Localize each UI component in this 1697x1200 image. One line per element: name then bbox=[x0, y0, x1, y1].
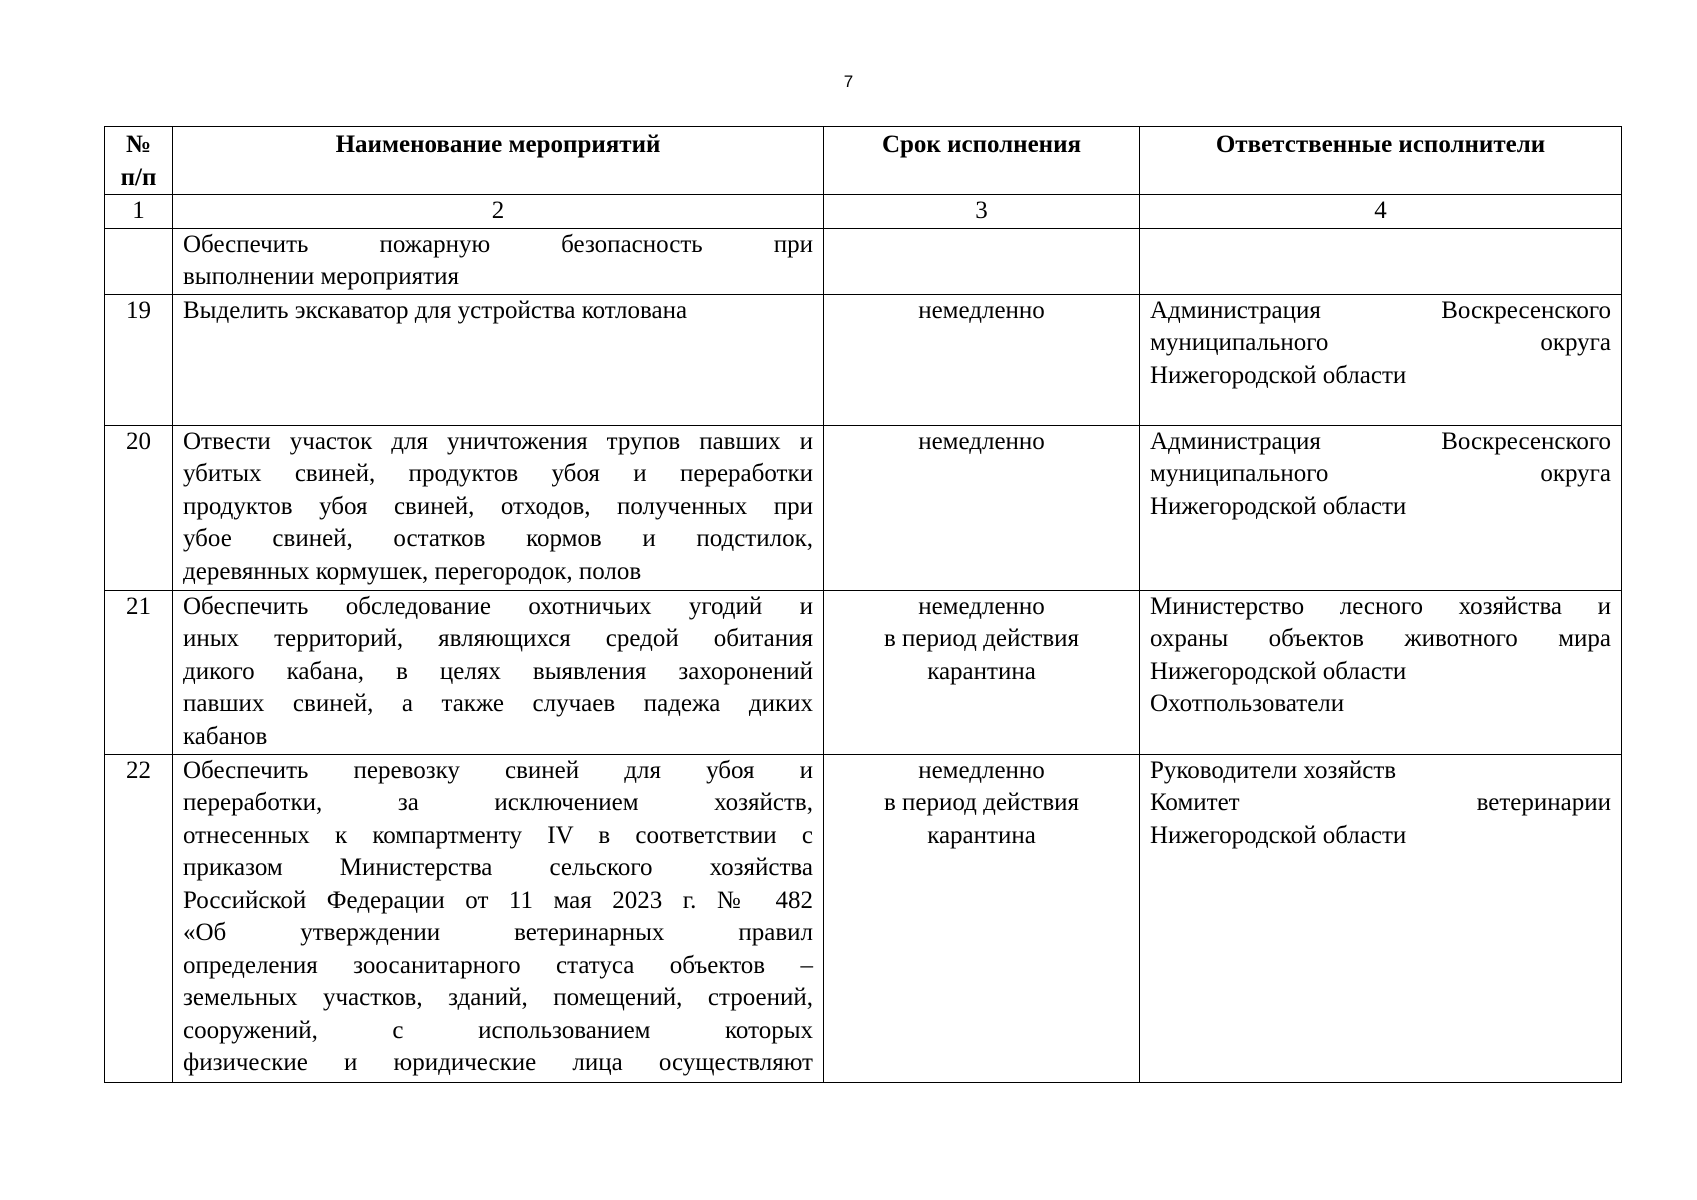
measure-name-cell bbox=[173, 425, 824, 590]
deadline-cell bbox=[824, 294, 1140, 425]
measure-name-line: продуктов убоя свиней, отходов, полученных при bbox=[183, 492, 813, 520]
column-index-2: 2 bbox=[173, 195, 824, 229]
table-row bbox=[105, 294, 1622, 425]
deadline-cell bbox=[824, 425, 1140, 590]
measure-name-line: Обеспечить обследование охотничьих угодий и bbox=[183, 592, 813, 620]
responsible-cell bbox=[1140, 294, 1622, 425]
responsible-line: муниципального округа bbox=[1150, 329, 1611, 356]
deadline-line: немедленно bbox=[918, 756, 1045, 784]
row-number: 19 bbox=[105, 294, 173, 425]
header-name: Наименование мероприятий bbox=[173, 127, 824, 195]
measure-name-line: убое свиней, остатков кормов и подстилок, bbox=[183, 525, 813, 552]
header-num bbox=[105, 127, 173, 195]
column-index-1: 1 bbox=[105, 195, 173, 229]
responsible-cell bbox=[1140, 425, 1622, 590]
measure-name-line: Российской Федерации от 11 мая 2023 г. № 482 bbox=[183, 886, 813, 914]
table-row bbox=[105, 425, 1622, 590]
measure-name-line: Обеспечить перевозку свиней для убоя и bbox=[183, 756, 813, 784]
responsible-line: Нижегородской области bbox=[1150, 657, 1407, 685]
measure-name-line: выполнении мероприятия bbox=[183, 263, 459, 290]
responsible-line: муниципального округа bbox=[1150, 460, 1611, 487]
header-num-line1: № bbox=[125, 131, 152, 158]
measure-name-line: Обеспечить пожарную безопасность при bbox=[183, 230, 813, 258]
measure-name-line: земельных участков, зданий, помещений, строений, bbox=[183, 984, 813, 1011]
deadline-line: немедленно bbox=[918, 296, 1045, 324]
deadline-line: карантина bbox=[927, 821, 1036, 849]
measure-name-line: физические и юридические лица осуществляют bbox=[183, 1049, 813, 1076]
responsible-line: Администрация Воскресенского bbox=[1150, 296, 1611, 324]
measure-name-cell bbox=[173, 590, 824, 754]
column-index-row bbox=[105, 195, 1622, 229]
responsible-line: Нижегородской области bbox=[1150, 821, 1407, 849]
row-number: 21 bbox=[105, 590, 173, 754]
row-number bbox=[105, 228, 173, 294]
table-body bbox=[105, 228, 1622, 1082]
responsible-cell bbox=[1140, 228, 1622, 294]
measure-name-line: определения зоосанитарного статуса объектов – bbox=[183, 951, 813, 979]
measure-name-line: переработки, за исключением хозяйств, bbox=[183, 789, 813, 816]
measures-table bbox=[104, 126, 1622, 1083]
measure-name-cell bbox=[173, 754, 824, 1082]
measure-name-line: дикого кабана, в целях выявления захоронений bbox=[183, 657, 813, 685]
measure-name-line: отнесенных к компартменту IV в соответствии с bbox=[183, 821, 813, 849]
responsible-line: Нижегородской области bbox=[1150, 361, 1407, 389]
header-responsible: Ответственные исполнители bbox=[1140, 127, 1622, 195]
column-index-4: 4 bbox=[1140, 195, 1622, 229]
deadline-cell bbox=[824, 590, 1140, 754]
deadline-line: карантина bbox=[927, 657, 1036, 685]
responsible-line: Министерство лесного хозяйства и bbox=[1150, 592, 1611, 620]
measure-name-line: «Об утверждении ветеринарных правил bbox=[183, 919, 813, 946]
measure-name-line: сооружений, с использованием которых bbox=[183, 1016, 813, 1044]
page-number: 7 bbox=[843, 72, 854, 91]
responsible-line: Комитет ветеринарии bbox=[1150, 789, 1611, 816]
deadline-cell bbox=[824, 228, 1140, 294]
row-number: 20 bbox=[105, 425, 173, 590]
table-row bbox=[105, 590, 1622, 754]
deadline-line: немедленно bbox=[918, 427, 1045, 455]
deadline-line: в период действия bbox=[883, 789, 1080, 816]
header-deadline: Срок исполнения bbox=[824, 127, 1140, 195]
header-num-line2: п/п bbox=[120, 163, 157, 191]
responsible-cell bbox=[1140, 590, 1622, 754]
measure-name-line: Отвести участок для уничтожения трупов павших и bbox=[183, 427, 813, 455]
header-row bbox=[105, 127, 1622, 195]
responsible-line: Нижегородской области bbox=[1150, 492, 1407, 520]
row-number: 22 bbox=[105, 754, 173, 1082]
responsible-line: Администрация Воскресенского bbox=[1150, 427, 1611, 455]
responsible-line: Руководители хозяйств bbox=[1150, 756, 1397, 784]
measure-name-line: приказом Министерства сельского хозяйства bbox=[183, 854, 813, 881]
deadline-line: в период действия bbox=[883, 625, 1080, 652]
responsible-line: Охотпользователи bbox=[1150, 690, 1345, 717]
column-index-3: 3 bbox=[824, 195, 1140, 229]
measure-name-cell bbox=[173, 228, 824, 294]
responsible-cell bbox=[1140, 754, 1622, 1082]
deadline-line: немедленно bbox=[918, 592, 1045, 620]
measure-name-line: иных территорий, являющихся средой обитания bbox=[183, 625, 813, 652]
deadline-cell bbox=[824, 754, 1140, 1082]
table-row bbox=[105, 228, 1622, 294]
table-row bbox=[105, 754, 1622, 1082]
measure-name-line: Выделить экскаватор для устройства котлована bbox=[183, 296, 688, 324]
responsible-line: охраны объектов животного мира bbox=[1150, 625, 1611, 652]
measure-name-cell bbox=[173, 294, 824, 425]
measure-name-line: кабанов bbox=[183, 722, 268, 750]
measure-name-line: убитых свиней, продуктов убоя и переработки bbox=[183, 460, 813, 487]
measure-name-line: павших свиней, а также случаев падежа диких bbox=[183, 690, 813, 717]
measure-name-line: деревянных кормушек, перегородок, полов bbox=[183, 557, 642, 585]
